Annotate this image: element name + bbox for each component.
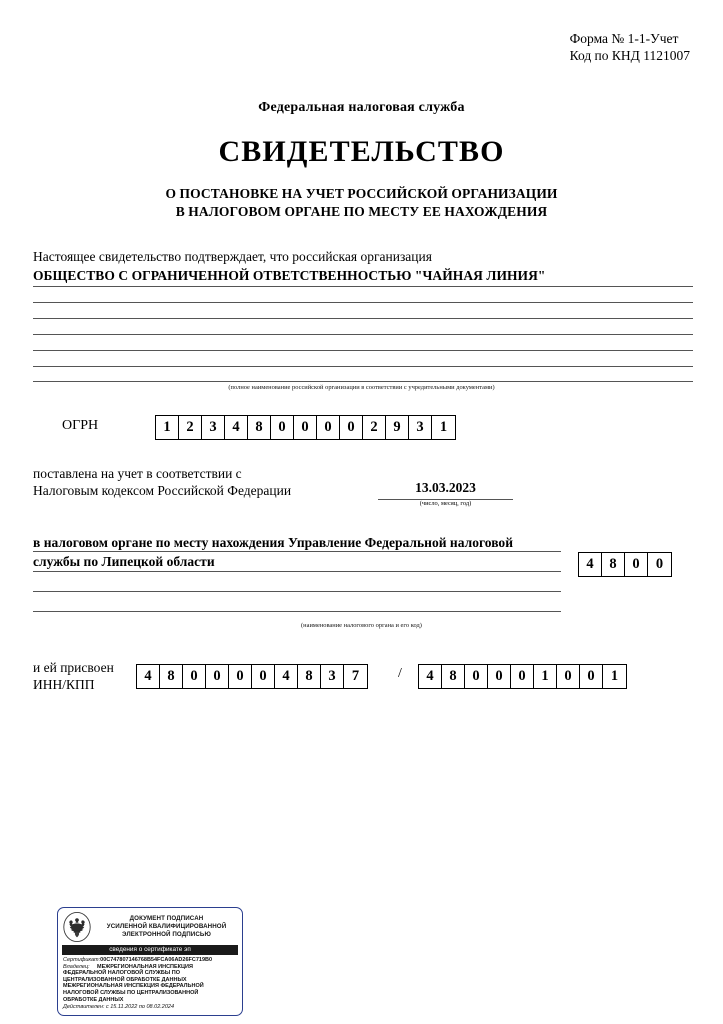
inn-digit: 7 (351, 668, 360, 684)
tax-authority-code-boxes (578, 552, 672, 577)
inn-digit: 8 (298, 665, 321, 688)
kpp-digit: 0 (488, 665, 511, 688)
inn-digit: 0 (206, 665, 229, 688)
inn-digit: 0 (229, 665, 252, 688)
ogrn-digit: 3 (409, 416, 432, 439)
inn-digit: 0 (252, 665, 275, 688)
authority-code-digit: 4 (579, 553, 602, 576)
registration-date: 13.03.2023 (415, 480, 476, 495)
ogrn-digit: 8 (248, 416, 271, 439)
stamp-certificate-key: Сертификат: (63, 957, 101, 963)
ogrn-digit: 4 (225, 416, 248, 439)
stamp-owner-cont-4: НАЛОГОВОЙ СЛУЖБЫ ПО ЦЕНТРАЛИЗОВАННОЙ (63, 989, 199, 996)
intro-text: Настоящее свидетельство подтверждает, что российская организация (33, 249, 432, 264)
inn-digit: 0 (183, 665, 206, 688)
ogrn-digit: 1 (439, 419, 448, 435)
blank-rule-3 (33, 318, 693, 319)
stamp-owner-cont-5: ОБРАБОТКЕ ДАННЫХ (63, 996, 124, 1003)
stamp-owner-cont-1: ФЕДЕРАЛЬНОЙ НАЛОГОВОЙ СЛУЖБЫ ПО (63, 970, 180, 977)
subtitle-line-2: В НАЛОГОВОМ ОРГАНЕ ПО МЕСТУ ЕЕ НАХОЖДЕНИЯ (175, 203, 548, 219)
stamp-certificate-value: 00C747807146768B54FCA06AD26FC719B0 (100, 957, 213, 963)
registration-line-1: поставлена на учет в соответствии с (33, 466, 242, 481)
kpp-digit: 1 (610, 668, 619, 684)
blank-rule-2 (33, 302, 693, 303)
ogrn-digit: 0 (340, 416, 363, 439)
stamp-heading-text (95, 915, 238, 939)
kpp-digit: 1 (534, 665, 557, 688)
electronic-signature-stamp (57, 907, 243, 1016)
stamp-owner-cont-3: МЕЖРЕГИОНАЛЬНАЯ ИНСПЕКЦИЯ ФЕДЕРАЛЬНОЙ (63, 983, 204, 990)
authority-rule-2 (33, 571, 561, 572)
stamp-owner-cont-2: ЦЕНТРАЛИЗОВАННОЙ ОБРАБОТКЕ ДАННЫХ (63, 976, 187, 983)
stamp-header (58, 908, 242, 944)
stamp-heading-line-3: ЭЛЕКТРОННОЙ ПОДПИСЬЮ (122, 931, 211, 939)
tax-authority-text: в налоговом органе по месту нахождения Управление Федеральной налоговой службы по Липецкой области (33, 535, 514, 569)
organization-name-caption: (полное наименование российской организации в соответствии с учредительными документами) (228, 384, 495, 391)
blank-rule-4 (33, 334, 693, 335)
inn-digit: 3 (321, 665, 344, 688)
stamp-validity: Действителен: с 15.11.2022 по 08.02.2024 (63, 1004, 175, 1011)
subtitle-line-1: О ПОСТАНОВКЕ НА УЧЕТ РОССИЙСКОЙ ОРГАНИЗАЦИИ (165, 186, 558, 201)
kpp-digit: 4 (419, 665, 442, 688)
knd-code: Код по КНД 1121007 (569, 48, 690, 63)
inn-digit: 4 (137, 665, 160, 688)
inn-kpp-label (33, 659, 114, 693)
inn-kpp-separator: / (398, 666, 402, 681)
authority-rule-3 (33, 591, 561, 592)
page-subtitle (0, 185, 723, 220)
stamp-certificate-row (63, 957, 238, 964)
stamp-owner-key: Владелец: (63, 963, 90, 970)
double-headed-eagle-icon (62, 911, 92, 943)
ogrn-digit: 2 (179, 416, 202, 439)
authority-rule-1 (33, 551, 561, 552)
kpp-digit: 0 (580, 665, 603, 688)
inn-kpp-label-line-1: и ей присвоен (33, 660, 114, 675)
form-number: Форма № 1-1-Учет (569, 31, 679, 46)
form-code-block (570, 30, 690, 64)
inn-kpp-label-line-2: ИНН/КПП (33, 677, 95, 692)
ogrn-digit: 0 (294, 416, 317, 439)
ogrn-label: ОГРН (62, 418, 99, 433)
authority-code-digit: 0 (655, 556, 664, 572)
kpp-digit: 0 (557, 665, 580, 688)
ogrn-digit-boxes (155, 415, 456, 440)
kpp-digit: 0 (465, 665, 488, 688)
ogrn-digit: 1 (156, 416, 179, 439)
authority-rule-4 (33, 611, 561, 612)
inn-digit: 4 (275, 665, 298, 688)
ogrn-digit: 3 (202, 416, 225, 439)
page-title: СВИДЕТЕЛЬСТВО (218, 135, 505, 168)
kpp-digit-boxes (418, 664, 627, 689)
tax-authority-caption: (наименование налогового органа и его код) (301, 622, 422, 629)
stamp-owner-value: МЕЖРЕГИОНАЛЬНАЯ ИНСПЕКЦИЯ (97, 963, 193, 970)
blank-rule-1 (33, 286, 693, 287)
inn-digit: 8 (160, 665, 183, 688)
ogrn-digit: 0 (317, 416, 340, 439)
organization-name: ОБЩЕСТВО С ОГРАНИЧЕННОЙ ОТВЕТСТВЕННОСТЬЮ "ЧАЙНАЯ ЛИНИЯ" (33, 268, 546, 283)
blank-rule-5 (33, 350, 693, 351)
authority-code-digit: 0 (625, 553, 648, 576)
kpp-digit: 0 (511, 665, 534, 688)
blank-rule-6 (33, 366, 693, 367)
registration-date-caption: (число, месяц, год) (419, 500, 472, 507)
inn-digit-boxes (136, 664, 368, 689)
stamp-certificate-details (58, 957, 242, 1013)
stamp-heading-line-2: УСИЛЕННОЙ КВАЛИФИЦИРОВАННОЙ (106, 922, 227, 930)
authority-code-digit: 8 (602, 553, 625, 576)
agency-name: Федеральная налоговая служба (258, 100, 465, 115)
ogrn-digit: 9 (386, 416, 409, 439)
stamp-heading-line-1: ДОКУМЕНТ ПОДПИСАН (129, 914, 204, 922)
registration-line-2: Налоговым кодексом Российской Федерации (33, 483, 292, 498)
ogrn-digit: 2 (363, 416, 386, 439)
stamp-certificate-bar: сведения о сертификате эп (62, 945, 238, 955)
kpp-digit: 8 (442, 665, 465, 688)
blank-rule-7 (33, 381, 693, 382)
ogrn-digit: 0 (271, 416, 294, 439)
